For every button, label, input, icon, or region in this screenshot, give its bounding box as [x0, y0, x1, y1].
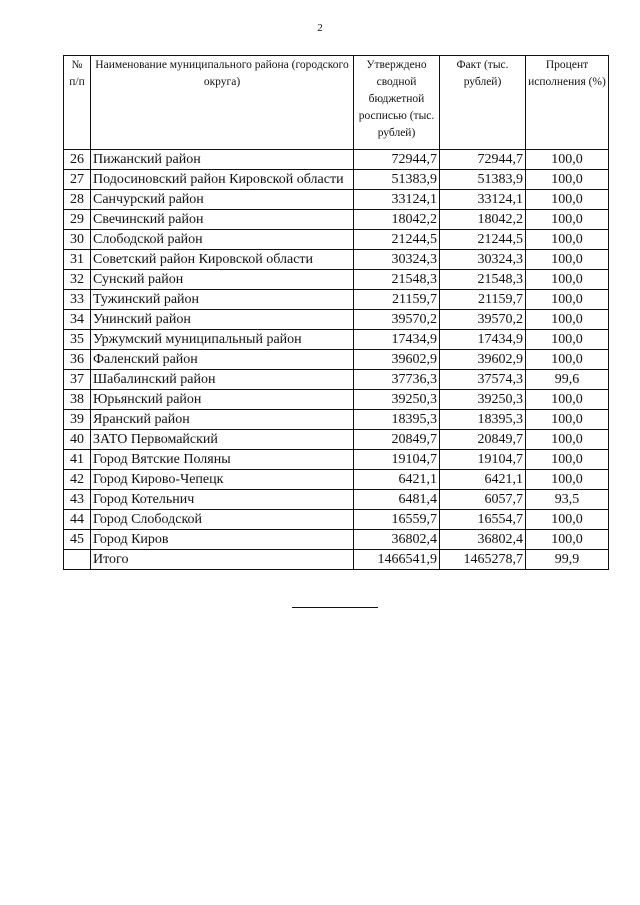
- row-approved: 21159,7: [354, 290, 440, 310]
- row-percent: 100,0: [526, 470, 609, 490]
- row-approved: 17434,9: [354, 330, 440, 350]
- row-approved: 21244,5: [354, 230, 440, 250]
- row-approved: 33124,1: [354, 190, 440, 210]
- row-percent: 100,0: [526, 250, 609, 270]
- row-percent: 100,0: [526, 410, 609, 430]
- row-name: Сунский район: [91, 270, 354, 290]
- row-fact: 30324,3: [440, 250, 526, 270]
- row-name: Город Слободской: [91, 510, 354, 530]
- table-row: [64, 290, 609, 310]
- row-fact: 39570,2: [440, 310, 526, 330]
- row-fact: 20849,7: [440, 430, 526, 450]
- row-fact: 16554,7: [440, 510, 526, 530]
- row-fact: 33124,1: [440, 190, 526, 210]
- row-fact: 39250,3: [440, 390, 526, 410]
- row-name: Подосиновский район Кировской области: [91, 170, 354, 190]
- row-approved: 30324,3: [354, 250, 440, 270]
- row-percent: 100,0: [526, 150, 609, 170]
- row-percent: 100,0: [526, 390, 609, 410]
- row-percent: 100,0: [526, 430, 609, 450]
- table-row: [64, 330, 609, 350]
- row-approved: 39250,3: [354, 390, 440, 410]
- row-fact: 6421,1: [440, 470, 526, 490]
- row-name: ЗАТО Первомайский: [91, 430, 354, 450]
- row-name: Свечинский район: [91, 210, 354, 230]
- row-number: 28: [64, 190, 91, 210]
- row-number: 33: [64, 290, 91, 310]
- row-fact: 19104,7: [440, 450, 526, 470]
- row-number: 34: [64, 310, 91, 330]
- table-row: [64, 510, 609, 530]
- row-percent: 100,0: [526, 270, 609, 290]
- row-number: 41: [64, 450, 91, 470]
- row-percent: 100,0: [526, 450, 609, 470]
- row-number: 32: [64, 270, 91, 290]
- row-approved: 18042,2: [354, 210, 440, 230]
- row-number: [64, 550, 91, 570]
- row-percent: 100,0: [526, 330, 609, 350]
- table-body: [64, 150, 609, 570]
- table-row: [64, 230, 609, 250]
- row-approved: 72944,7: [354, 150, 440, 170]
- row-percent: 99,6: [526, 370, 609, 390]
- table-row: [64, 270, 609, 290]
- row-percent: 100,0: [526, 190, 609, 210]
- row-percent: 93,5: [526, 490, 609, 510]
- row-fact: 18042,2: [440, 210, 526, 230]
- table-row: [64, 210, 609, 230]
- row-approved: 6481,4: [354, 490, 440, 510]
- row-number: 35: [64, 330, 91, 350]
- budget-execution-table: [63, 55, 609, 570]
- row-approved: 20849,7: [354, 430, 440, 450]
- row-number: 27: [64, 170, 91, 190]
- table-row: [64, 470, 609, 490]
- row-number: 36: [64, 350, 91, 370]
- row-fact: 21244,5: [440, 230, 526, 250]
- table-row: [64, 450, 609, 470]
- row-name: Город Кирово-Чепецк: [91, 470, 354, 490]
- row-name: Уржумский муниципальный район: [91, 330, 354, 350]
- header-fact: Факт (тыс. рублей): [440, 56, 526, 150]
- row-name: Итого: [91, 550, 354, 570]
- row-fact: 39602,9: [440, 350, 526, 370]
- row-fact: 18395,3: [440, 410, 526, 430]
- row-approved: 39570,2: [354, 310, 440, 330]
- row-percent: 100,0: [526, 170, 609, 190]
- row-percent: 100,0: [526, 310, 609, 330]
- row-name: Город Котельнич: [91, 490, 354, 510]
- row-name: Город Вятские Поляны: [91, 450, 354, 470]
- table-row: [64, 190, 609, 210]
- row-number: 42: [64, 470, 91, 490]
- table-row: [64, 310, 609, 330]
- row-approved: 1466541,9: [354, 550, 440, 570]
- row-number: 44: [64, 510, 91, 530]
- row-number: 45: [64, 530, 91, 550]
- row-number: 29: [64, 210, 91, 230]
- row-fact: 37574,3: [440, 370, 526, 390]
- row-fact: 17434,9: [440, 330, 526, 350]
- row-number: 30: [64, 230, 91, 250]
- header-name: Наименование муниципального района (городского округа): [91, 56, 354, 150]
- row-fact: 1465278,7: [440, 550, 526, 570]
- row-percent: 100,0: [526, 230, 609, 250]
- row-approved: 21548,3: [354, 270, 440, 290]
- header-percent: Процент исполнения (%): [526, 56, 609, 150]
- row-percent: 99,9: [526, 550, 609, 570]
- row-percent: 100,0: [526, 510, 609, 530]
- row-name: Фаленский район: [91, 350, 354, 370]
- row-fact: 72944,7: [440, 150, 526, 170]
- row-percent: 100,0: [526, 210, 609, 230]
- row-name: Пижанский район: [91, 150, 354, 170]
- row-fact: 21159,7: [440, 290, 526, 310]
- row-approved: 36802,4: [354, 530, 440, 550]
- row-percent: 100,0: [526, 290, 609, 310]
- row-name: Советский район Кировской области: [91, 250, 354, 270]
- row-name: Яранский район: [91, 410, 354, 430]
- table-row: [64, 350, 609, 370]
- header-approved: Утверждено сводной бюджетной росписью (тыс. рублей): [354, 56, 440, 150]
- table-row: [64, 170, 609, 190]
- row-approved: 37736,3: [354, 370, 440, 390]
- table-row: [64, 390, 609, 410]
- row-approved: 51383,9: [354, 170, 440, 190]
- row-number: 37: [64, 370, 91, 390]
- page-number: 2: [317, 22, 323, 34]
- row-fact: 51383,9: [440, 170, 526, 190]
- footer-divider: [292, 607, 378, 608]
- table-row: [64, 490, 609, 510]
- row-fact: 21548,3: [440, 270, 526, 290]
- row-name: Санчурский район: [91, 190, 354, 210]
- header-num: № п/п: [64, 56, 91, 150]
- row-number: 26: [64, 150, 91, 170]
- table-row: [64, 370, 609, 390]
- table-row: [64, 250, 609, 270]
- table-row: [64, 410, 609, 430]
- row-name: Унинский район: [91, 310, 354, 330]
- row-name: Шабалинский район: [91, 370, 354, 390]
- table-total-row: [64, 550, 609, 570]
- table-row: [64, 150, 609, 170]
- row-number: 40: [64, 430, 91, 450]
- row-approved: 39602,9: [354, 350, 440, 370]
- row-name: Тужинский район: [91, 290, 354, 310]
- table-row: [64, 430, 609, 450]
- row-fact: 36802,4: [440, 530, 526, 550]
- row-number: 31: [64, 250, 91, 270]
- row-approved: 16559,7: [354, 510, 440, 530]
- row-approved: 6421,1: [354, 470, 440, 490]
- row-number: 38: [64, 390, 91, 410]
- row-name: Слободской район: [91, 230, 354, 250]
- row-number: 39: [64, 410, 91, 430]
- table-header-row: [64, 56, 609, 150]
- row-approved: 18395,3: [354, 410, 440, 430]
- table-row: [64, 530, 609, 550]
- row-percent: 100,0: [526, 350, 609, 370]
- row-percent: 100,0: [526, 530, 609, 550]
- row-approved: 19104,7: [354, 450, 440, 470]
- row-fact: 6057,7: [440, 490, 526, 510]
- row-name: Город Киров: [91, 530, 354, 550]
- row-name: Юрьянский район: [91, 390, 354, 410]
- row-number: 43: [64, 490, 91, 510]
